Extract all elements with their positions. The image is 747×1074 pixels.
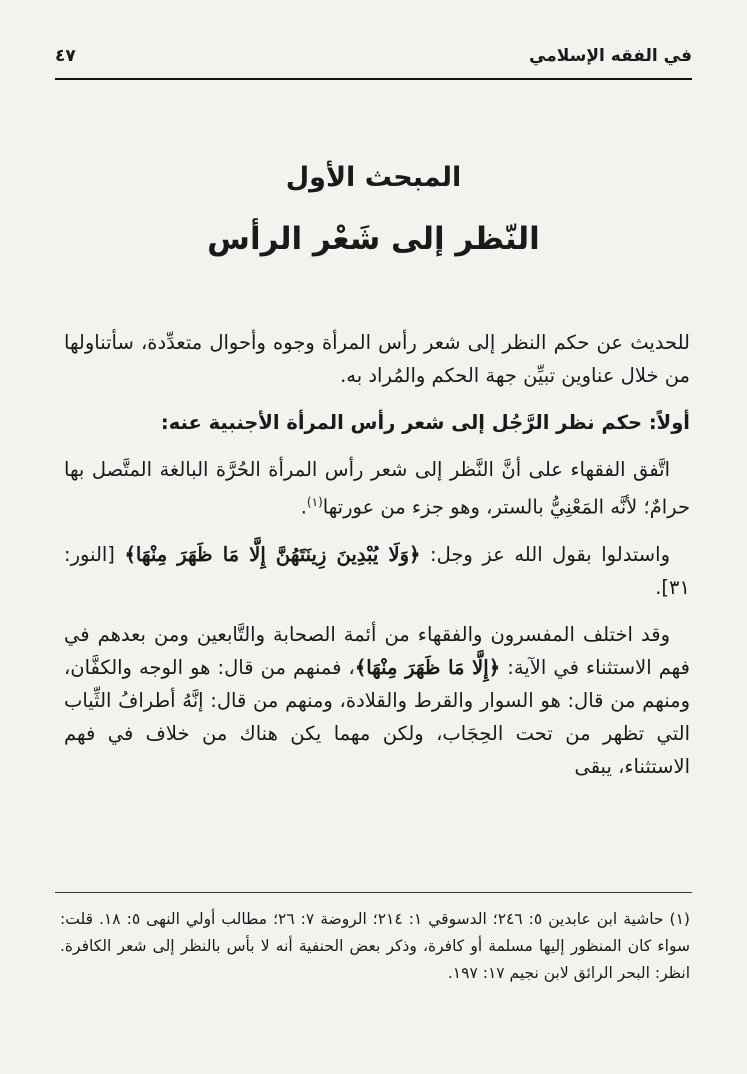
footnotes <box>60 906 690 987</box>
section-headings <box>55 158 692 262</box>
paragraph-1-text: اتَّفق الفقهاء على أنَّ النَّظر إلى شعر رأس المرأة الحُرَّة البالغة المتَّصل بها حرامٌ؛ لأنَّه المَعْنِيُّ بالستر، وهو جزء من عورتها <box>64 458 690 519</box>
footnote-1: (١) حاشية ابن عابدين ٥: ٢٤٦؛ الدسوقي ١: ٢١٤؛ الروضة ٧: ٢٦؛ مطالب أولي النهى ٥: ١٨. قلت: سواء كان المنظور إليها مسلمة أو كافرة، وذكر بعض الحنفية أنه لا بأس بالنظر إلى شعر الكافرة. انظر: البحر الرائق لابن نجيم ١٧: ١٩٧. <box>60 910 690 982</box>
paragraph-1 <box>64 453 690 524</box>
main-text <box>64 326 690 797</box>
section-title: النّظر إلى شَعْر الرأس <box>207 221 540 257</box>
paragraph-3-end: ، فمنهم من قال: هو الوجه والكفَّان، ومنهم من قال: هو السوار والقرط والقلادة، ومنهم من قال: إنَّهُ أطرافُ الثِّياب التي تظهر من تحت الحِجَاب، ولكن مهما يكن هناك من خلاف في فهم الاستثناء، يبقى <box>64 655 690 778</box>
paragraph-2-text: واستدلوا بقول الله عز وجل: <box>420 542 670 566</box>
paragraph-3 <box>64 618 690 783</box>
verse-citation: [النور: ٣١]. <box>64 542 690 599</box>
page-number: ٤٧ <box>55 46 76 66</box>
running-title: في الفقه الإسلامي <box>529 46 692 66</box>
paragraph-1-end: . <box>300 495 307 519</box>
paragraph-2 <box>64 538 690 604</box>
page-header <box>55 44 692 78</box>
section-heading: المبحث الأول <box>285 162 462 193</box>
intro-paragraph: للحديث عن حكم النظر إلى شعر رأس المرأة وجوه وأحوال متعدِّدة، سأتناولها من خلال عناوين تبيِّن جهة الحكم والمُراد به. <box>64 331 690 387</box>
footnote-ref-1: (١) <box>306 495 323 509</box>
header-divider <box>55 78 692 80</box>
subheading: أولاً: حكم نظر الرَّجُل إلى شعر رأس المرأة الأجنبية عنه: <box>160 411 690 434</box>
footnote-divider <box>55 892 692 893</box>
paragraph-3-text: وقد اختلف المفسرون والفقهاء من أئمة الصحابة والتَّابعين ومن بعدهم في فهم الاستثناء في الآية: <box>64 622 690 679</box>
quran-verse: ﴿وَلَا يُبْدِينَ زِينَتَهُنَّ إِلَّا مَا ظَهَرَ مِنْهَا﴾ <box>124 542 421 566</box>
quran-verse-excerpt: ﴿إِلَّا مَا ظَهَرَ مِنْهَا﴾ <box>354 655 501 679</box>
